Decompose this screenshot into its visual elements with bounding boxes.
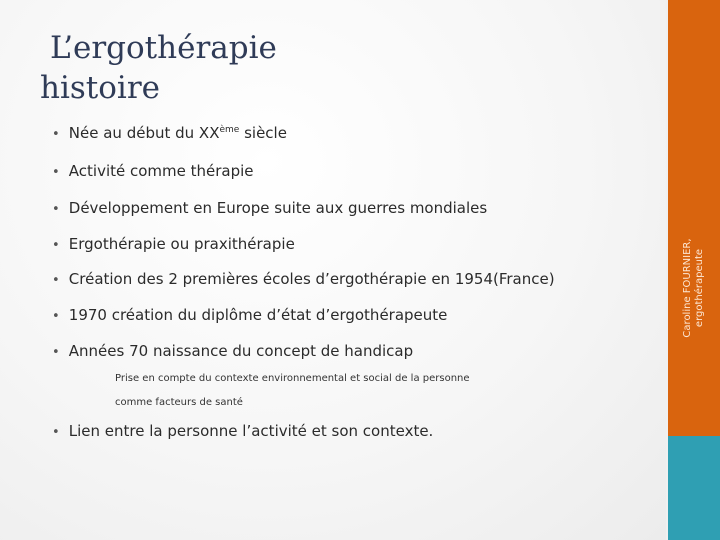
slide-title-line1: L’ergothérapie [50,30,277,66]
bullet-text: Ergothérapie ou praxithérapie [68,235,295,253]
sidebar-accent-block [668,436,720,540]
bullet-dot: • [52,345,60,360]
bullet-item [52,270,555,288]
bullet-text: Activité comme thérapie [68,162,254,180]
bullet-dot: • [52,202,60,217]
bullet-text: Création des 2 premières écoles d’ergothérapie en 1954(France) [68,270,555,288]
slide-title [40,28,640,108]
bullet-text: Née au début du XX [68,124,220,142]
sub-bullet-line2: comme facteurs de santé [115,397,243,408]
bullet-text: Développement en Europe suite aux guerres mondiales [68,199,488,217]
sidebar-author-name: Caroline FOURNIER, [682,238,693,338]
bullet-dot: • [52,238,60,253]
bullet-dot: • [52,127,60,142]
bullet-dot: • [52,309,60,324]
bullet-item [52,306,447,324]
bullet-item [52,162,254,180]
bullet-text: 1970 création du diplôme d’état d’ergothérapeute [68,306,448,324]
bullet-item [52,422,433,440]
sub-bullet-line1: Prise en compte du contexte environnemental et social de la personne [115,373,470,384]
sidebar-author-role: ergothérapeute [694,248,705,328]
bullet-item [52,342,413,360]
slide-title-line2: histoire [40,70,160,106]
bullet-item [52,235,295,253]
bullet-dot: • [52,425,60,440]
bullet-item [52,199,487,217]
bullet-item [52,124,287,142]
bullet-text: Lien entre la personne l’activité et son contexte. [68,422,434,440]
bullet-dot: • [52,165,60,180]
bullet-text: siècle [239,124,287,142]
bullet-superscript: ème [219,125,240,135]
bullet-text: Années 70 naissance du concept de handicap [68,342,414,360]
bullet-dot: • [52,273,60,288]
sidebar-author [668,188,720,388]
